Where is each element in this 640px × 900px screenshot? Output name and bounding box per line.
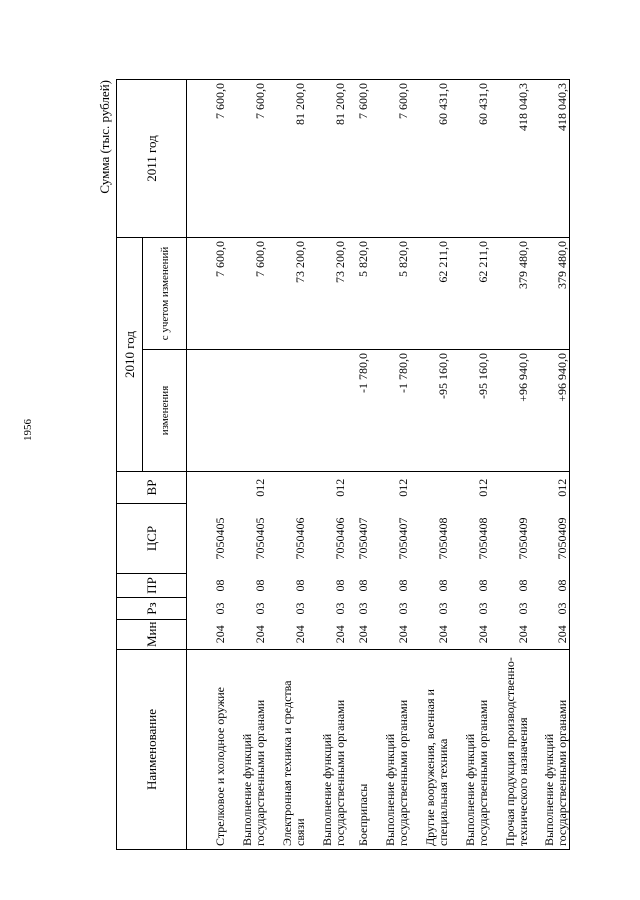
cell-changes: -1 780,0	[370, 350, 410, 472]
table-row	[187, 80, 227, 850]
cell-with-changes: 5 820,0	[347, 238, 370, 350]
header-name: Наименование	[117, 650, 187, 850]
cell-vr: 012	[530, 472, 570, 504]
cell-csr: 7050406	[332, 517, 347, 560]
cell-pr: 08	[212, 579, 227, 592]
cell-changes: -95 160,0	[450, 350, 490, 472]
table-row	[410, 80, 450, 850]
header-min: Мин	[117, 620, 187, 650]
cell-2011: 81 200,0	[267, 80, 307, 238]
cell-min: 204	[490, 620, 530, 650]
cell-name: Стрелковое и холодное оружие	[187, 650, 227, 850]
cell-csr: 7050407	[395, 517, 410, 560]
cell-min: 204	[530, 620, 570, 650]
table-row	[267, 80, 307, 850]
cell-rz: 03	[530, 598, 570, 620]
cell-pr: 08	[292, 579, 307, 592]
budget-table-page	[96, 80, 569, 850]
cell-rz: 03	[252, 602, 267, 615]
table-row	[347, 80, 370, 850]
cell-min: 204	[307, 620, 347, 650]
cell-rz: 03	[212, 602, 227, 615]
cell-csr: 7050405	[212, 517, 227, 560]
cell-csr: 7050409	[515, 517, 530, 560]
cell-with-changes: 7 600,0	[187, 238, 227, 350]
cell-pr: 08	[435, 579, 450, 592]
header-csr: ЦСР	[117, 504, 187, 574]
table-row	[307, 80, 347, 850]
cell-name: Выполнение функций государственными органами	[307, 650, 347, 850]
cell-changes: +96 940,0	[530, 350, 570, 472]
cell-min: 204	[267, 620, 307, 650]
cell-2011: 7 600,0	[347, 80, 370, 238]
cell-with-changes: 73 200,0	[267, 238, 307, 350]
cell-csr: 7050407	[355, 517, 370, 560]
cell-2011: 60 431,0	[410, 80, 450, 238]
cell-csr: 7050408	[475, 517, 490, 560]
cell-min: 204	[450, 620, 490, 650]
cell-2011: 60 431,0	[450, 80, 490, 238]
cell-rz: 03	[292, 602, 307, 615]
cell-csr: 7050409	[530, 504, 570, 574]
cell-name: Выполнение функций государственными органами	[370, 650, 410, 850]
header-2011: 2011 год	[117, 80, 187, 238]
header-changes: изменения	[143, 350, 187, 472]
cell-name: Боеприпасы	[347, 650, 370, 850]
cell-with-changes: 62 211,0	[410, 238, 450, 350]
budget-table	[116, 79, 570, 850]
header-with-changes: с учетом изменений	[143, 238, 187, 350]
cell-2011: 7 600,0	[227, 80, 267, 238]
cell-rz: 03	[435, 602, 450, 615]
cell-rz: 03	[395, 602, 410, 615]
cell-changes: -1 780,0	[347, 350, 370, 472]
cell-csr: 7050406	[292, 517, 307, 560]
cell-2011: 418 040,3	[490, 80, 530, 238]
table-row	[227, 80, 267, 850]
cell-with-changes: 379 480,0	[490, 238, 530, 350]
cell-min: 204	[347, 620, 370, 650]
cell-changes: +96 940,0	[490, 350, 530, 472]
cell-rz: 03	[515, 602, 530, 615]
cell-with-changes: 62 211,0	[450, 238, 490, 350]
cell-changes	[307, 350, 347, 472]
cell-vr	[187, 472, 227, 504]
cell-2011: 7 600,0	[187, 80, 227, 238]
cell-name: Прочая продукция производственно-технического назначения	[490, 650, 530, 850]
cell-with-changes: 5 820,0	[370, 238, 410, 350]
cell-vr	[410, 472, 450, 504]
cell-vr	[267, 472, 307, 504]
table-row	[530, 80, 570, 850]
cell-name: Выполнение функций государственными органами	[227, 650, 267, 850]
cell-name: Электронная техника и средства связи	[267, 650, 307, 850]
table-row	[370, 80, 410, 850]
header-vr: ВР	[117, 472, 187, 504]
cell-pr: 08	[355, 579, 370, 592]
cell-pr: 08	[252, 579, 267, 592]
cell-vr: 012	[227, 472, 267, 504]
cell-pr: 08	[395, 579, 410, 592]
cell-name: Выполнение функций государственными органами	[530, 650, 570, 850]
header-pr: ПР	[117, 574, 187, 598]
cell-changes: -95 160,0	[410, 350, 450, 472]
cell-changes	[267, 350, 307, 472]
cell-vr	[347, 472, 370, 504]
cell-2011: 7 600,0	[370, 80, 410, 238]
cell-rz: 03	[355, 602, 370, 615]
cell-min: 204	[370, 620, 410, 650]
cell-changes	[227, 350, 267, 472]
cell-rz: 03	[332, 602, 347, 615]
header-2010: 2010 год	[117, 238, 143, 472]
table-row	[490, 80, 530, 850]
cell-name: Выполнение функций государственными органами	[450, 650, 490, 850]
page-number: 1956	[22, 419, 34, 441]
cell-rz: 03	[475, 602, 490, 615]
cell-pr: 08	[332, 579, 347, 592]
cell-csr: 7050408	[435, 517, 450, 560]
cell-vr: 012	[307, 472, 347, 504]
cell-changes	[187, 350, 227, 472]
cell-pr: 08	[530, 574, 570, 598]
cell-vr: 012	[450, 472, 490, 504]
cell-min: 204	[410, 620, 450, 650]
cell-vr: 012	[370, 472, 410, 504]
cell-2011: 418 040,3	[530, 80, 570, 238]
cell-vr	[490, 472, 530, 504]
cell-with-changes: 379 480,0	[530, 238, 570, 350]
cell-2011: 81 200,0	[307, 80, 347, 238]
cell-min: 204	[227, 620, 267, 650]
cell-with-changes: 73 200,0	[307, 238, 347, 350]
unit-caption: Сумма (тыс. рублей)	[97, 80, 112, 194]
cell-min: 204	[187, 620, 227, 650]
cell-pr: 08	[515, 579, 530, 592]
cell-csr: 7050405	[252, 517, 267, 560]
cell-with-changes: 7 600,0	[227, 238, 267, 350]
cell-pr: 08	[475, 579, 490, 592]
cell-name: Другие вооружения, военная и специальная техника	[410, 650, 450, 850]
table-row	[450, 80, 490, 850]
header-rz: Рз	[117, 598, 187, 620]
